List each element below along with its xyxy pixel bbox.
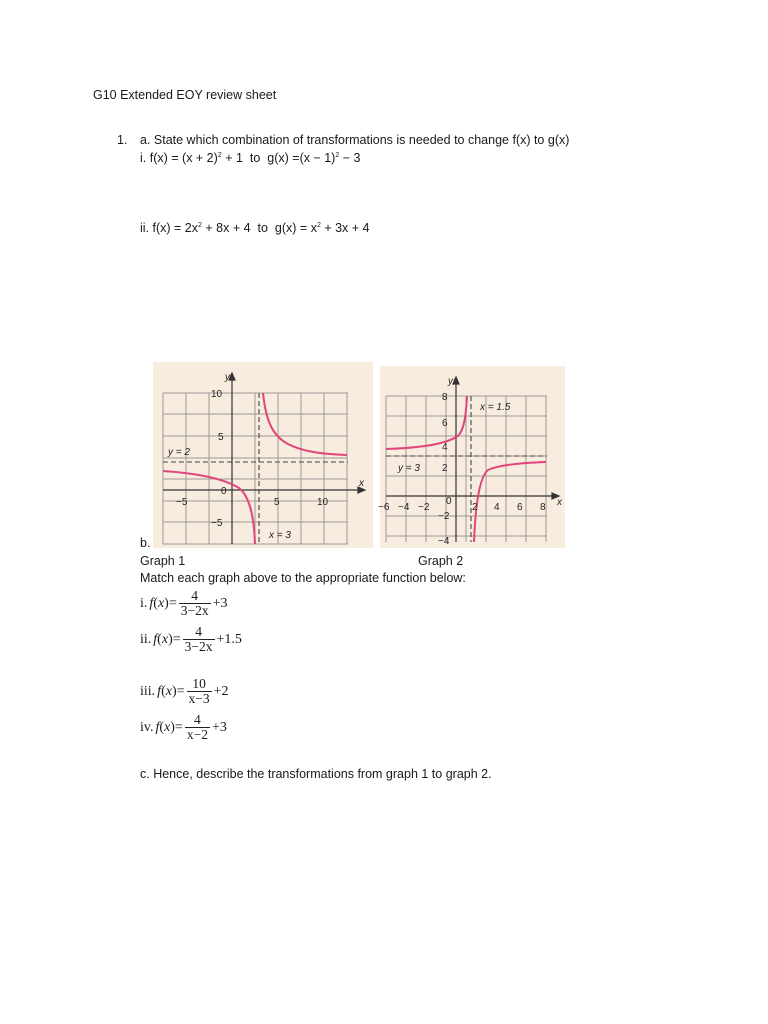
fraction: $\frac{10}{x-3}$ [188,676,210,706]
graph-1-grid [163,393,348,544]
option-label: ii. [140,631,152,647]
part-a-i-f: $f(x) = (x + 2)^2 + 1$ [149,151,243,165]
fraction: $\frac{4}{3-2x}$ [184,624,213,654]
graph-2-ytick: 2 [442,463,448,474]
question-number: 1. [117,133,128,147]
graph-1-xtick: −5 [176,497,188,508]
graph-2-ytick: 6 [442,418,448,429]
graph-2-xtick: 8 [540,502,546,513]
graph-2-plot [380,366,565,548]
graph-1-x-label: x [359,478,364,489]
graph-1-y-label: y [225,372,230,383]
sheet-title: G10 Extended EOY review sheet [93,88,277,102]
match-instruction: Match each graph above to the appropriate function below: [140,571,466,585]
option-i: i. f(x)= $\frac{4}{3-2x}$ +3 [140,588,228,618]
graph-2-xtick: −4 [398,502,410,513]
graph-2-xtick: 2 [472,502,478,513]
part-a-ii-f: $f(x) = 2x^2 + 8x + 4$ [152,221,251,235]
option-ii: ii. f(x)= $\frac{4}{3-2x}$ +1.5 [140,624,242,654]
part-a-i [140,151,360,165]
option-iv: iv. f(x)= $\frac{4}{x-2}$ +3 [140,712,227,742]
option-label: iii. [140,683,156,699]
option-iii: iii. f(x)= $\frac{10}{x-3}$ +2 [140,676,229,706]
graph-2-xtick: 0 [446,496,452,507]
graph-1 [153,362,373,548]
graph-1-h-asymptote-label: y = 2 [168,447,190,458]
option-label: i. [140,595,148,611]
graph-2-caption: Graph 2 [418,554,464,568]
graph-1-caption: Graph 1 [140,554,186,568]
graph-2-xtick: 4 [494,502,500,513]
part-a-ii-to: to [257,221,268,235]
graph-2-x-label: x [557,497,562,508]
part-a-ii [140,221,370,235]
graph-1-plot [153,362,373,548]
graph-2-axes [386,377,559,542]
graph-1-v-asymptote-label: x = 3 [269,530,291,541]
part-a-ii-g: $g(x) = x^2 + 3x + 4$ [274,221,370,235]
graph-2-y-label: y [448,376,453,387]
graph-2-ytick: 4 [442,442,448,453]
graph-1-xtick: 10 [317,497,329,508]
graph-2-xtick: 6 [517,502,523,513]
part-b-label: b. [140,536,151,550]
graph-2-ytick: 8 [442,392,448,403]
graph-2-xtick: −6 [378,502,390,513]
part-a-i-g: $g(x) =(x - 1)^2 - 3$ [267,151,361,165]
part-a-i-label: i. [140,151,147,165]
graph-1-xtick: 5 [274,497,280,508]
fraction: $\frac{4}{3-2x}$ [180,588,209,618]
constant-term: +1.5 [216,631,242,647]
part-a-prompt: a. State which combination of transformations is needed to change f(x) to g(x) [140,133,570,147]
graph-2-v-asymptote-label: x = 1.5 [480,402,511,413]
option-label: iv. [140,719,154,735]
graph-2-h-asymptote-label: y = 3 [398,463,420,474]
graph-2-ytick: −2 [438,511,450,522]
graph-1-ytick: 5 [218,432,224,443]
graph-2-ytick: −4 [438,536,450,547]
part-a-i-to: to [249,151,261,165]
graph-2-curve-right [474,462,546,542]
graph-1-ytick: 10 [211,389,223,400]
part-c-prompt: c. Hence, describe the transformations from graph 1 to graph 2. [140,767,492,781]
graph-2-xtick: −2 [418,502,430,513]
fraction: $\frac{4}{x-2}$ [186,712,208,742]
graph-1-xtick: 0 [221,486,227,497]
graph-1-ytick: −5 [211,518,223,529]
graph-2 [380,366,565,548]
constant-term: +2 [213,683,229,699]
constant-term: +3 [212,595,228,611]
graph-1-curve-right [263,393,347,455]
part-a-ii-label: ii. [140,221,150,235]
constant-term: +3 [211,719,227,735]
